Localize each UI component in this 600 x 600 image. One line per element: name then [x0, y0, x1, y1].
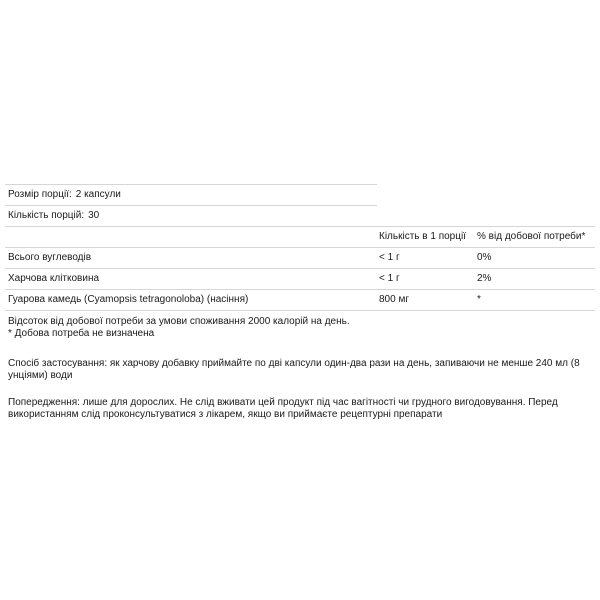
- nutrient-daily-value: 0%: [477, 252, 492, 263]
- serving-size-label: Розмір порції:: [8, 189, 72, 200]
- serving-size-value: 2 капсули: [75, 189, 121, 200]
- amount-column-header: Кількість в 1 порції: [379, 231, 466, 242]
- nutrient-daily-value: *: [477, 294, 481, 305]
- table-row: [5, 290, 595, 310]
- nutrient-amount: < 1 г: [379, 252, 400, 263]
- nutrient-name: Харчова клітковина: [8, 273, 100, 284]
- daily-value-column-header: % від добової потреби*: [477, 231, 586, 242]
- footnotes: [5, 311, 595, 340]
- serving-size-row: [5, 185, 595, 205]
- servings-count-row: [5, 206, 595, 226]
- serving-size: [8, 185, 121, 205]
- footnote-not-established: * Добова потреба не визначена: [8, 328, 155, 339]
- servings-count-label: Кількість порцій:: [8, 210, 85, 221]
- nutrient-amount: < 1 г: [379, 273, 400, 284]
- table-row: [5, 269, 595, 289]
- servings-count: [8, 206, 99, 226]
- nutrient-name: Гуарова камедь (Cyamopsis tetragonoloba) (насіння): [8, 294, 249, 305]
- warning-text: Попередження: лише для дорослих. Не слід вживати цей продукт під час вагітності чи грудного вигодовування. Перед використанням слід проконсультуватися з лікарем, якщо ви приймаєте рецептурні препарати: [8, 397, 558, 420]
- table-row: [5, 248, 595, 268]
- nutrient-name: Всього вуглеводів: [8, 252, 92, 263]
- usage-instructions: Спосіб застосування: як харчову добавку приймайте по дві капсули один-два рази на день, запиваючи не менше 240 мл (8 унціями) води: [8, 358, 580, 381]
- footnote-daily-value: Відсоток від добової потреби за умови споживання 2000 калорій на день.: [8, 316, 350, 327]
- servings-count-value: 30: [88, 210, 100, 221]
- supplement-facts-table: [5, 184, 595, 340]
- table-header-row: [5, 227, 595, 247]
- product-notes: [8, 358, 592, 436]
- nutrient-daily-value: 2%: [477, 273, 492, 284]
- nutrient-amount: 800 мг: [379, 294, 409, 305]
